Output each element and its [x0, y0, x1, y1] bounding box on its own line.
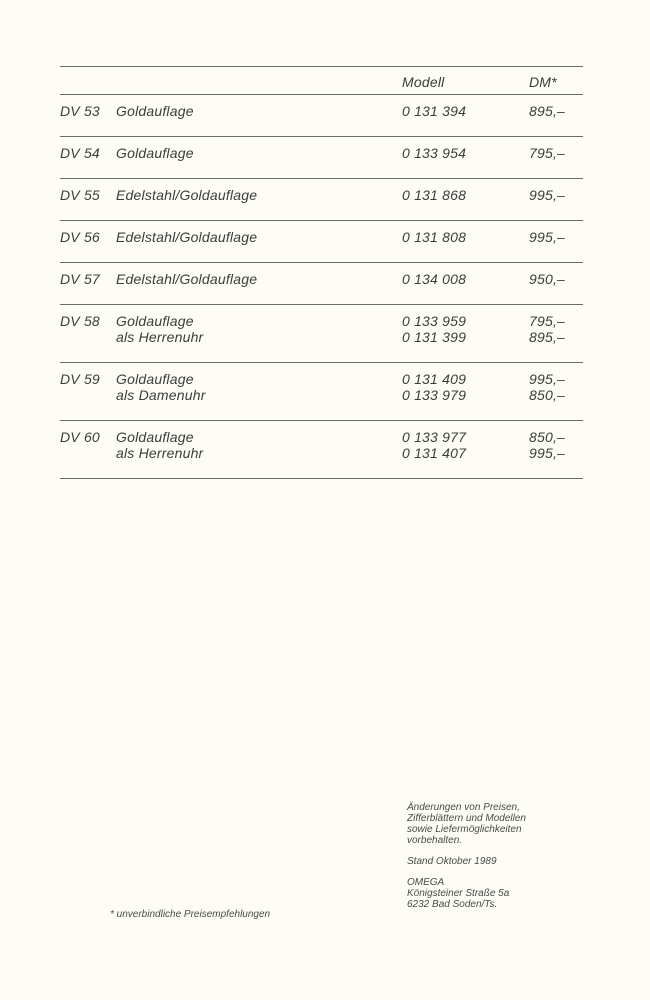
row-model-number-line: 0 133 954 — [402, 145, 467, 161]
row-model-number — [402, 429, 466, 461]
row-price-line: 895,– — [529, 103, 566, 119]
row-price — [529, 271, 565, 287]
company-address — [407, 877, 607, 910]
price-table — [60, 66, 583, 479]
row-id: DV 57 — [60, 271, 100, 287]
row-description — [116, 271, 257, 287]
row-id: DV 56 — [60, 229, 100, 245]
row-price-line: 795,– — [529, 145, 566, 161]
row-price-line: 995,– — [529, 187, 566, 203]
row-price — [529, 313, 565, 345]
disclaimer-line: Zifferblättern und Modellen — [407, 813, 526, 824]
row-price — [529, 429, 565, 461]
row-description-line: als Damenuhr — [116, 387, 206, 403]
row-price-line: 895,– — [529, 329, 566, 345]
row-model-number-line: 0 131 409 — [402, 371, 467, 387]
row-model-number — [402, 145, 466, 161]
row-price — [529, 371, 565, 403]
row-description — [116, 187, 257, 203]
row-model-number-line: 0 131 399 — [402, 329, 467, 345]
disclaimer-note — [407, 802, 607, 846]
address-line: Königsteiner Straße 5a — [407, 888, 510, 899]
row-description — [116, 229, 257, 245]
row-description-line: Edelstahl/Goldauflage — [116, 187, 258, 203]
row-description-line: Goldauflage — [116, 313, 194, 329]
row-description-line: Goldauflage — [116, 103, 194, 119]
table-row — [60, 221, 583, 262]
row-description-line: Edelstahl/Goldauflage — [116, 271, 258, 287]
stand-date: Stand Oktober 1989 — [407, 856, 497, 867]
disclaimer-line: vorbehalten. — [407, 835, 463, 846]
row-description-line: als Herrenuhr — [116, 445, 204, 461]
row-model-number-line: 0 131 868 — [402, 187, 467, 203]
table-row — [60, 95, 583, 136]
row-description — [116, 313, 203, 345]
row-description — [116, 145, 194, 161]
disclaimer-line: sowie Liefermöglichkeiten — [407, 824, 522, 835]
row-model-number-line: 0 134 008 — [402, 271, 467, 287]
row-model-number — [402, 229, 466, 245]
row-model-number — [402, 371, 466, 403]
row-price-line: 995,– — [529, 229, 566, 245]
row-description-line: Goldauflage — [116, 429, 194, 445]
address-line: 6232 Bad Soden/Ts. — [407, 899, 498, 910]
row-price — [529, 103, 565, 119]
row-model-number — [402, 103, 466, 119]
row-price-line: 850,– — [529, 387, 566, 403]
row-id: DV 54 — [60, 145, 100, 161]
row-description-line: Goldauflage — [116, 371, 194, 387]
row-description-line: Goldauflage — [116, 145, 194, 161]
table-header — [60, 67, 583, 94]
row-price — [529, 145, 565, 161]
row-description — [116, 103, 194, 119]
row-id: DV 53 — [60, 103, 100, 119]
row-id: DV 60 — [60, 429, 100, 445]
row-id: DV 59 — [60, 371, 100, 387]
row-price-line: 995,– — [529, 371, 566, 387]
row-price — [529, 229, 565, 245]
table-row — [60, 363, 583, 420]
row-model-number-line: 0 131 394 — [402, 103, 467, 119]
table-row — [60, 421, 583, 478]
row-rule — [60, 478, 583, 479]
row-model-number-line: 0 131 407 — [402, 445, 467, 461]
row-id: DV 58 — [60, 313, 100, 329]
header-price: DM* — [529, 74, 557, 90]
header-model: Modell — [402, 74, 445, 90]
row-description — [116, 429, 203, 461]
row-model-number — [402, 313, 466, 345]
row-model-number-line: 0 133 959 — [402, 313, 467, 329]
disclaimer-line: Änderungen von Preisen, — [407, 802, 520, 813]
notes-block — [407, 802, 607, 920]
table-rows — [60, 95, 583, 479]
row-description-line: Edelstahl/Goldauflage — [116, 229, 258, 245]
row-model-number-line: 0 133 977 — [402, 429, 467, 445]
row-price-line: 795,– — [529, 313, 566, 329]
table-row — [60, 263, 583, 304]
row-model-number-line: 0 131 808 — [402, 229, 467, 245]
row-price-line: 995,– — [529, 445, 566, 461]
table-row — [60, 179, 583, 220]
price-footnote: * unverbindliche Preisempfehlungen — [110, 909, 271, 920]
row-price — [529, 187, 565, 203]
table-row — [60, 305, 583, 362]
table-row — [60, 137, 583, 178]
row-model-number-line: 0 133 979 — [402, 387, 467, 403]
row-description-line: als Herrenuhr — [116, 329, 204, 345]
row-description — [116, 371, 206, 403]
row-price-line: 850,– — [529, 429, 566, 445]
address-line: OMEGA — [407, 877, 445, 888]
row-model-number — [402, 271, 466, 287]
row-id: DV 55 — [60, 187, 100, 203]
row-model-number — [402, 187, 466, 203]
row-price-line: 950,– — [529, 271, 566, 287]
